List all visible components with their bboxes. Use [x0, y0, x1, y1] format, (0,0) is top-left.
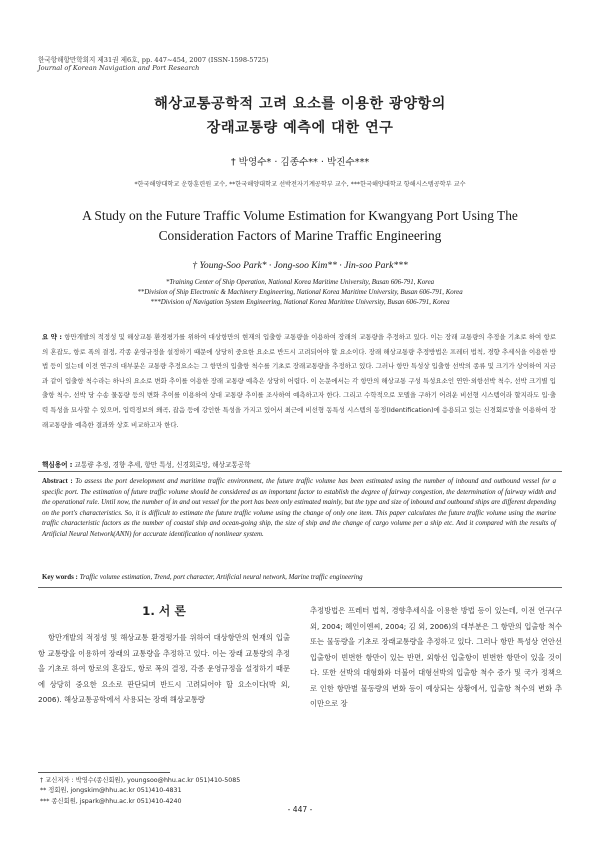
page-number: - 447 - [287, 805, 313, 814]
korean-affiliations: *한국해양대학교 운항훈련원 교수, **한국해양대학교 선박전자기계공학부 교수, ***한국해양대학교 항해시스템공학부 교수 [134, 181, 466, 188]
english-abstract-text: To assess the port development and maritime traffic environment, the future traffic volume has been estimated using the number of inbound and outbound vessel for a specific port. The estimation of future traffic volume should be considered as an important factor to establish the degree of fairway congestion, the determination of fairway width and the operational rule. Until now, the number of in and out vessel for the port has been only estimated mainly, but the type and size of inbound and outbound ships are different depending on the port's characteristics. So, it is difficult to estimate the future traffic volume using the change of only one item. This paper calculates the future traffic volume using the marine traffic characteristic factors as the number of coastal ship and ocean-going ship, the size of ship and the change of cargo volume per a ship etc. And it compared with the results of Artificial Neural Network(ANN) for accurate identification of nonlinear system. [42, 477, 556, 538]
body-column-left [38, 630, 290, 708]
footnote-corresponding-author: † 교신저자 : 박영수(종신회원), youngsoo@hhu.ac.kr 051)410-5085 [40, 777, 241, 784]
english-keywords-text: Traffic volume estimation, Trend, port character, Artificial neural network, Marine traffic engineering [79, 573, 363, 581]
korean-abstract [42, 330, 556, 432]
korean-authors: † 박영수* · 김종수** · 박진수*** [230, 157, 370, 168]
footnotes [40, 776, 340, 807]
english-title-line-2: Consideration Factors of Marine Traffic Engineering [158, 228, 442, 243]
english-keywords [42, 573, 556, 581]
journal-name-en: Journal of Korean Navigation and Port Research [38, 64, 200, 72]
english-title-line-1: A Study on the Future Traffic Volume Estimation for Kwangyang Port Using The [82, 208, 518, 223]
abstract-divider [38, 471, 562, 472]
section-heading-introduction: 1. 서 론 [142, 604, 186, 618]
english-affiliation-2: **Division of Ship Electronic & Machinery Engineering, National Korea Maritime University, Busan 606-791, Korea [137, 289, 463, 296]
english-abstract [42, 476, 556, 540]
english-affiliation-3: ***Division of Navigation System Engineering, National Korea Maritime University, Busan 606-791, Korea [150, 299, 450, 306]
korean-title-line-1: 해상교통공학적 고려 요소를 이용한 광양항의 [154, 96, 446, 112]
korean-abstract-text: 항만개발의 적정성 및 해상교통 환경평가를 위하여 대상항만의 현재의 입출항 교통량을 이용하여 장래의 교통량을 추정하고 있다. 이는 장래 교통량의 추정을 기초로 하여 항로의 혼잡도, 항로 폭의 결정, 각종 운영규정을 설정하기 때문에 상당히 중요한 요소로 반드시 고려되어야 할 요소이다. 장래 해상교통량 추정방법은 프레터 법칙, 경향 추세식을 이용한 방법 등이 있는데 이전 연구의 대부분은 교통량 추정요소는 그 항만의 입출항 척수를 기초로 장래교통량을 추정하고 있다. 그러나 항만 특성상 입출항 선박의 종류 및 크기가 상이하여 지금과 같이 입출항 척수라는 하나의 요소로 변화 추이를 이용한 장래 교통량 예측은 상당히 어렵다. 이 논문에서는 각 항만의 해상교통 구성 특성요소인 연안·외항선박 척수, 선박 크기별 입출항 척수, 선박 당 수송 물동량 등의 변화 추이를 이용하여 상대 교통량 추이를 조사하여 예측하고자 한다. 그리고 수학적으로 모델을 구하기 어려운 비선형 시스템이라 할지라도 입·출력 특성을 묘사할 수 있으며, 입력정보의 왜곡, 잡음 등에 강인한 특성을 가지고 있어서 최근에 비선형 동특성 시스템의 동정(Identification)에 응용되고 있는 신경회로망을 이용하여 장래교통량을 예측한 결과와 상호 비교하고자 한다. [42, 333, 557, 429]
journal-citation: 한국항해항만학회지 제31권 제6호, pp. 447~454, 2007 (ISSN-1598-5725) [38, 56, 269, 64]
korean-abstract-label: 요 약 : [42, 333, 62, 341]
english-keywords-label: Key words : [42, 573, 78, 581]
footnote-author-2: ** 정회원, jongskim@hhu.ac.kr 051)410-4831 [40, 787, 182, 795]
footnote-author-3: *** 종신회원, jspark@hhu.ac.kr 051)410-4240 [40, 797, 182, 805]
korean-title-line-2: 장래교통량 예측에 대한 연구 [206, 120, 394, 136]
keywords-divider [38, 587, 562, 588]
english-abstract-label: Abstract : [42, 477, 73, 485]
body-column-right [310, 603, 562, 712]
korean-keywords-label: 핵심용어 : [42, 461, 73, 469]
body-paragraph-left: 항만개발의 적정성 및 해상교통 환경평가를 위하여 대상항만의 현재의 입출항 교통량을 이용하여 장래의 교통량을 추정하고 있다. 이는 장래 교통량의 추정을 기초로 하여 항로의 혼잡도, 항로 폭의 결정, 각종 운영규정을 설정하기 때문에 상당히 중요한 요소로 판단되며 반드시 고려되어야 할 요소이다(박 외, 2006). 해상교통공학에서 사용되는 장래 해상교통량 [38, 633, 290, 705]
korean-keywords [42, 459, 556, 469]
korean-keywords-text: 교통량 추정, 경향 추세, 항만 특성, 신경회로망, 해상교통공학 [74, 461, 251, 469]
english-authors: † Young-Soo Park* · Jong-soo Kim** · Jin-soo Park*** [192, 260, 408, 271]
english-affiliation-1: *Training Center of Ship Operation, National Korea Maritime University, Busan 606-791, Korea [165, 279, 435, 286]
footnote-divider [38, 772, 170, 773]
body-paragraph-right: 추정방법은 프레터 법칙, 경향추세식을 이용한 방법 등이 있는데, 이전 연구(구 외, 2004; 혜인이엔씨, 2004; 김 외, 2006)의 대부분은 그 항만의 입출항 척수 또는 물동량을 기초로 장래교통량을 추정하고 있다. 그러나 항만 특성상 연안선 입출항이 빈번한 항만이 있는 반면, 외항선 입출항이 빈번한 항만이 있을 것이다. 또한 선박의 대형화와 더불어 대형선박의 입출항 척수 증가 및 국가 정책으로 인한 항만별 물동량의 변화 등이 예상되는 상황에서, 입출항 척수의 변화 추이만으로 장 [310, 606, 562, 709]
